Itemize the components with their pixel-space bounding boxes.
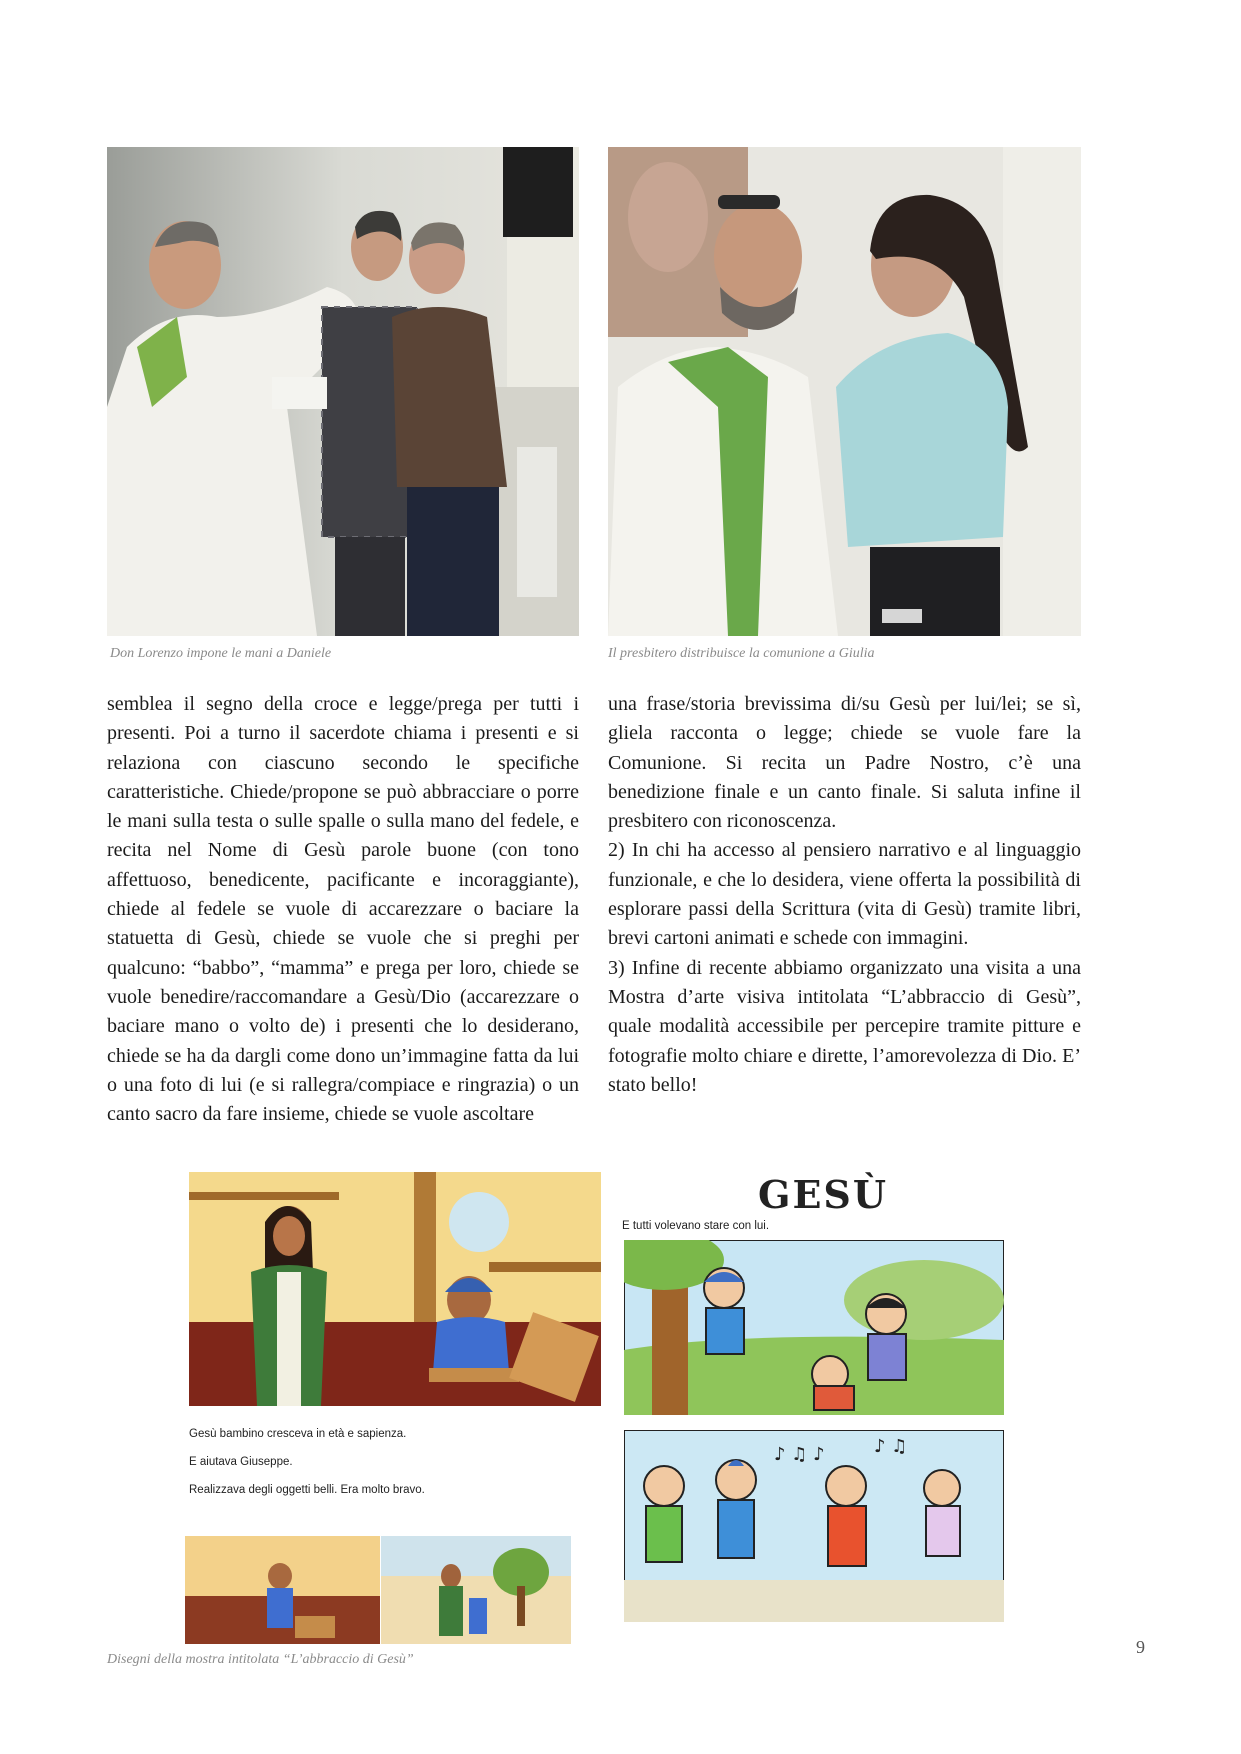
drawing-left-line-3: Realizzava degli oggetti belli. Era molto bravo.: [189, 1484, 425, 1496]
music-note-icon: ♪ ♫: [874, 1436, 908, 1457]
bottom-caption: Disegni della mostra intitolata “L’abbraccio di Gesù”: [107, 1652, 414, 1667]
left-text-column: [107, 690, 579, 1129]
drawing-gesu: [620, 1172, 1010, 1644]
right-paragraph-2: 2) In chi ha accesso al pensiero narrativo e al linguaggio funzionale, e che lo desidera, viene offerta la possibilità di esplorare passi della Scrittura (vita di Gesù) tramite libri, brevi cartoni animati e schede con immagini.: [608, 839, 1081, 950]
photo-communion: [608, 147, 1081, 636]
photo-caption-left: Don Lorenzo impone le mani a Daniele: [110, 646, 332, 661]
right-paragraph-1: una frase/storia brevissima di/su Gesù per lui/lei; se sì, gliela racconta o legge; chiede se vuole fare la Comunione. Si recita un Padre Nostro, c’è una benedizione finale e un canto finale. Si saluta infine il presbitero con riconoscenza.: [608, 693, 1081, 833]
children-dancing-illustration: [624, 1430, 1004, 1622]
music-note-icon: ♪ ♫ ♪: [774, 1444, 825, 1465]
page-number: 9: [1136, 1637, 1145, 1657]
photo-caption-right: Il presbitero distribuisce la comunione a Giulia: [608, 646, 875, 661]
gesu-subtitle: E tutti volevano stare con lui.: [622, 1220, 770, 1232]
drawing-left-line-2: E aiutava Giuseppe.: [189, 1456, 293, 1468]
carpentry-thumbnail-2: [381, 1536, 571, 1644]
children-tree-illustration: [624, 1240, 1004, 1415]
drawing-carpentry: [180, 1172, 600, 1644]
gesu-title: GESÙ: [758, 1172, 888, 1217]
drawing-left-line-1: Gesù bambino cresceva in età e sapienza.: [189, 1428, 407, 1440]
left-paragraph: semblea il segno della croce e legge/prega per tutti i presenti. Poi a turno il sacerdote chiama i presenti e si relaziona con ciascuno secondo le specifiche caratteristiche. Chiede/propone se può abbracciare o porre le mani sulla testa o sulle spalle o sulla mano del fedele, e recita nel Nome di Gesù parole buone (con tono affettuoso, benedicente, pacificante e incoraggiante), chiede al fedele se vuole di accarezzare o baciare la statuetta di Gesù, chiede se vuole che si preghi per qualcuno: “babbo”, “mamma” e prega per loro, chiede se vuole benedire/raccomandare a Gesù/Dio (accarezzare o baciare mano o volto de) i presenti che lo desiderano, chiede se ha da dargli come dono un’immagine fatta da lui o una foto di lui (e si rallegra/compiace e ringrazia) o un canto sacro da fare insieme, chiede se vuole ascoltare: [107, 693, 579, 1126]
right-paragraph-3: 3) Infine di recente abbiamo organizzato una visita a una Mostra d’arte visiva intitolata “L’abbraccio di Gesù”, quale modalità accessibile per percepire tramite pitture e fotografie molto chiare e dirette, l’amorevolezza di Dio. E’ stato bello!: [608, 956, 1081, 1096]
carpentry-illustration: [189, 1172, 601, 1406]
carpentry-thumbnail-1: [185, 1536, 380, 1644]
photo-blessing: [107, 147, 579, 636]
right-text-column: [608, 690, 1081, 1100]
